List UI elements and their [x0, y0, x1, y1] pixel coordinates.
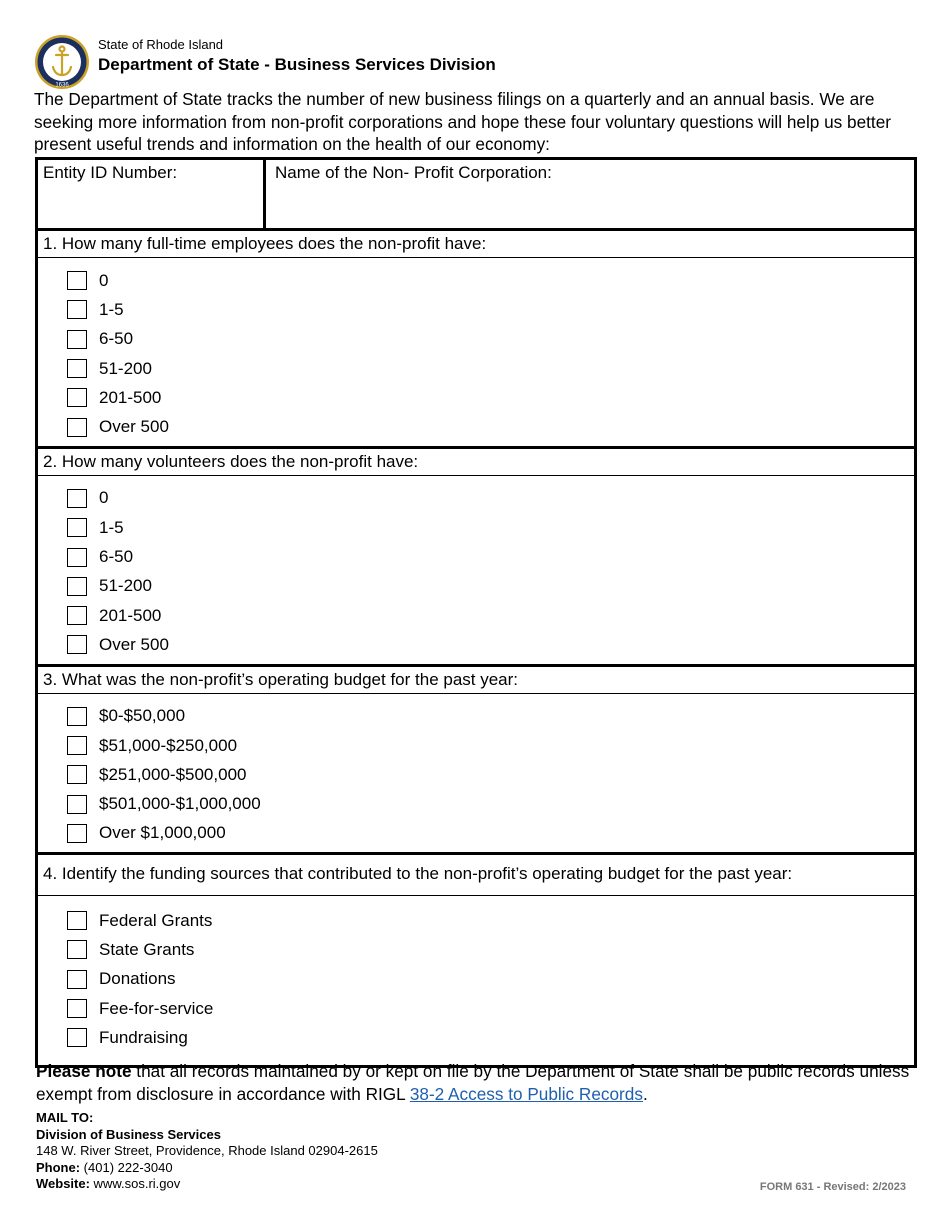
q1-option-3[interactable]: [67, 354, 914, 383]
question-4-options: [38, 896, 914, 1064]
option-label: 0: [99, 270, 109, 290]
question-3: [38, 667, 914, 855]
q3-option-1[interactable]: [67, 731, 914, 760]
q1-option-5[interactable]: [67, 412, 914, 441]
checkbox[interactable]: [67, 300, 87, 319]
q1-option-4[interactable]: [67, 383, 914, 412]
header: [34, 34, 914, 92]
phone-number: (401) 222-3040: [80, 1159, 173, 1175]
q4-option-3[interactable]: [67, 994, 914, 1023]
seal-year: 1636: [55, 82, 69, 89]
checkbox[interactable]: [67, 518, 87, 537]
option-label: 51-200: [99, 358, 152, 378]
option-label: 201-500: [99, 387, 162, 407]
q2-option-2[interactable]: [67, 542, 914, 571]
question-2-options: [38, 476, 914, 664]
q1-option-0[interactable]: [67, 266, 914, 295]
checkbox[interactable]: [67, 548, 87, 567]
checkbox[interactable]: [67, 388, 87, 407]
state-name: State of Rhode Island: [98, 37, 224, 52]
option-label: Over 500: [99, 634, 169, 654]
checkbox[interactable]: [67, 940, 87, 959]
q4-option-4[interactable]: [67, 1023, 914, 1052]
checkbox[interactable]: [67, 911, 87, 930]
public-records-note: [36, 1060, 916, 1106]
question-1-options: [38, 258, 914, 446]
intro-text: The Department of State tracks the number of new business filings on a quarterly and an annual basis. We are seeking more information from non-profit corporations and hope these four voluntary questions will help us better present useful trends and information on the health of our economy:: [34, 89, 891, 154]
q3-option-0[interactable]: [67, 702, 914, 731]
website-label: Website:: [36, 1176, 90, 1191]
question-3-options: [38, 694, 914, 852]
rigl-link[interactable]: 38-2 Access to Public Records: [409, 1084, 643, 1104]
q3-option-4[interactable]: [67, 819, 914, 848]
mail-division: Division of Business Services: [36, 1126, 221, 1142]
option-label: $501,000-$1,000,000: [99, 794, 261, 814]
checkbox[interactable]: [67, 1028, 87, 1047]
checkbox[interactable]: [67, 489, 87, 508]
question-4-text: 4. Identify the funding sources that contributed to the non-profit’s operating budget for the past year:: [38, 855, 914, 896]
q1-option-1[interactable]: [67, 295, 914, 324]
entity-id-field[interactable]: [38, 160, 266, 228]
question-1: [38, 231, 914, 449]
state-seal-icon: [34, 34, 90, 90]
option-label: Federal Grants: [99, 910, 213, 930]
survey-form: [35, 157, 917, 1068]
checkbox[interactable]: [67, 707, 87, 726]
checkbox[interactable]: [67, 635, 87, 654]
note-bold: Please note: [36, 1061, 132, 1081]
checkbox[interactable]: [67, 418, 87, 437]
option-label: $0-$50,000: [99, 706, 186, 726]
option-label: 6-50: [99, 547, 134, 567]
q1-option-2[interactable]: [67, 325, 914, 354]
website-url: www.sos.ri.gov: [89, 1176, 181, 1191]
question-2: [38, 449, 914, 667]
option-label: Over $1,000,000: [99, 823, 226, 843]
corporation-name-label: Name of the Non- Profit Corporation:: [275, 163, 552, 182]
q4-option-2[interactable]: [67, 965, 914, 994]
entity-row: [38, 160, 914, 231]
q2-option-1[interactable]: [67, 513, 914, 542]
department-title: Department of State - Business Services Division: [98, 55, 496, 74]
mail-address: 148 W. River Street, Providence, Rhode Island 02904-2615: [36, 1143, 378, 1158]
option-label: 1-5: [99, 299, 124, 319]
q2-option-3[interactable]: [67, 572, 914, 601]
q4-option-0[interactable]: [67, 906, 914, 935]
q3-option-3[interactable]: [67, 789, 914, 818]
checkbox[interactable]: [67, 824, 87, 843]
option-label: 1-5: [99, 517, 124, 537]
checkbox[interactable]: [67, 795, 87, 814]
corporation-name-field[interactable]: [266, 160, 914, 228]
checkbox[interactable]: [67, 999, 87, 1018]
checkbox[interactable]: [67, 330, 87, 349]
option-label: $51,000-$250,000: [99, 735, 238, 755]
question-4: [38, 855, 914, 1064]
question-1-text: 1. How many full-time employees does the non-profit have:: [38, 231, 914, 258]
q4-option-1[interactable]: [67, 935, 914, 964]
option-label: Fee-for-service: [99, 998, 214, 1018]
form-revision: FORM 631 - Revised: 2/2023: [759, 1181, 906, 1193]
option-label: Over 500: [99, 417, 169, 437]
phone-label: Phone:: [36, 1159, 81, 1175]
mail-to-block: [36, 1110, 378, 1193]
option-label: Fundraising: [99, 1027, 188, 1047]
mail-website: [36, 1176, 378, 1193]
mail-heading: MAIL TO:: [36, 1110, 94, 1125]
option-label: $251,000-$500,000: [99, 764, 247, 784]
checkbox[interactable]: [67, 765, 87, 784]
option-label: 51-200: [99, 576, 152, 596]
q2-option-0[interactable]: [67, 484, 914, 513]
option-label: 6-50: [99, 329, 134, 349]
question-3-text: 3. What was the non-profit’s operating budget for the past year:: [38, 667, 914, 694]
checkbox[interactable]: [67, 970, 87, 989]
checkbox[interactable]: [67, 577, 87, 596]
option-label: 0: [99, 488, 109, 508]
checkbox[interactable]: [67, 736, 87, 755]
checkbox[interactable]: [67, 606, 87, 625]
note-end: .: [642, 1084, 648, 1104]
option-label: Donations: [99, 969, 176, 989]
q3-option-2[interactable]: [67, 760, 914, 789]
question-2-text: 2. How many volunteers does the non-profit have:: [38, 449, 914, 476]
mail-phone: [36, 1160, 378, 1177]
q2-option-4[interactable]: [67, 601, 914, 630]
checkbox[interactable]: [67, 271, 87, 290]
q2-option-5[interactable]: [67, 630, 914, 659]
entity-id-label: Entity ID Number:: [43, 163, 178, 182]
option-label: 201-500: [99, 605, 162, 625]
note-text: that all records maintained by or kept on file by the Department of State shall be public records unless exempt from disclosure in accordance with RIGL: [36, 1061, 910, 1104]
checkbox[interactable]: [67, 359, 87, 378]
option-label: State Grants: [99, 939, 195, 959]
